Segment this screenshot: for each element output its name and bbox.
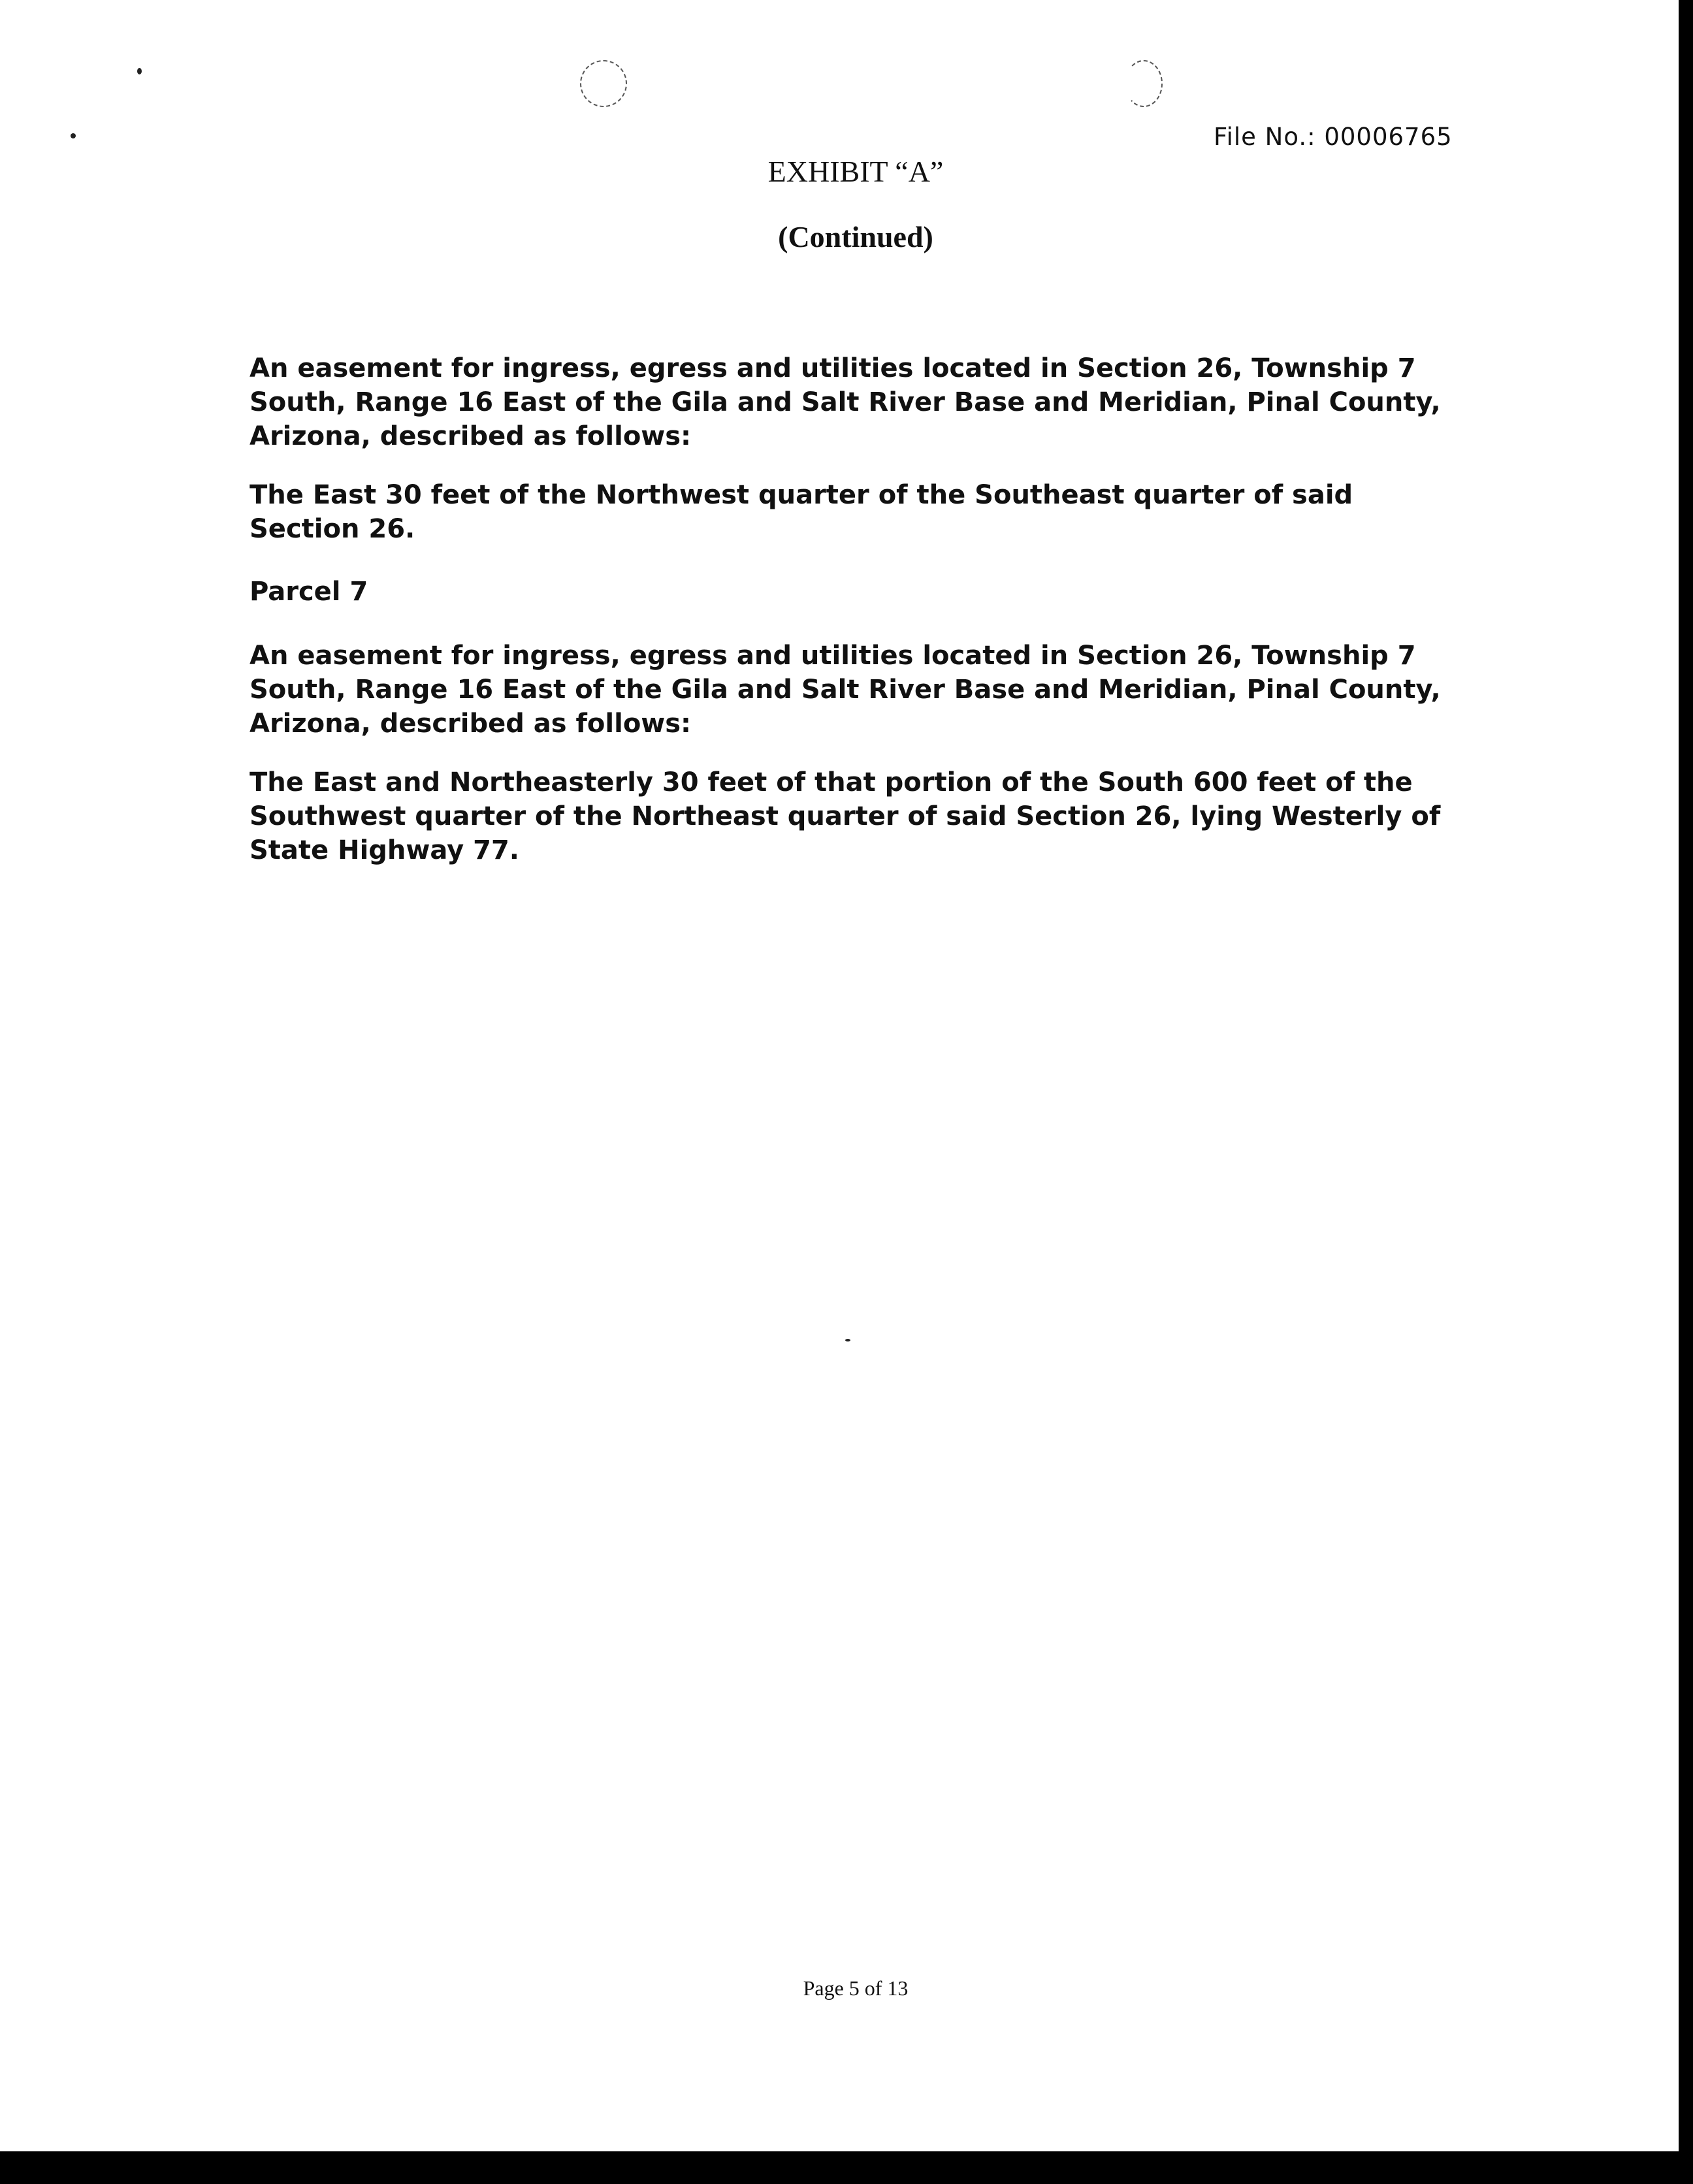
exhibit-subtitle: (Continued)	[778, 220, 933, 253]
easement-paragraph: An easement for ingress, egress and utilities located in Section 26, Township 7 South, Range 16 East of the Gila and Salt River Base and Meridian, Pinal County, Arizona, described as follows:	[250, 641, 1441, 739]
easement-paragraph: An easement for ingress, egress and utilities located in Section 26, Township 7 South, Range 16 East of the Gila and Salt River Base and Meridian, Pinal County, Arizona, described as follows:	[250, 353, 1441, 451]
punch-hole-mark	[1125, 60, 1163, 107]
description-paragraph: The East 30 feet of the Northwest quarter of the Southeast quarter of said Section 26.	[250, 480, 1353, 544]
exhibit-title: EXHIBIT “A”	[767, 155, 944, 188]
page-number: Page 5 of 13	[803, 1976, 909, 2000]
file-number: File No.: 00006765	[1214, 123, 1453, 151]
scan-speck	[137, 68, 142, 74]
description-paragraph: The East and Northeasterly 30 feet of that portion of the South 600 feet of the Southwest quarter of the Northeast quarter of said Section 26, lying Westerly of State Highway 77.	[250, 767, 1441, 865]
scan-speck	[845, 1339, 850, 1341]
parcel-heading: Parcel 7	[250, 577, 368, 607]
punch-hole-mark	[580, 60, 627, 107]
scan-speck	[71, 133, 76, 138]
